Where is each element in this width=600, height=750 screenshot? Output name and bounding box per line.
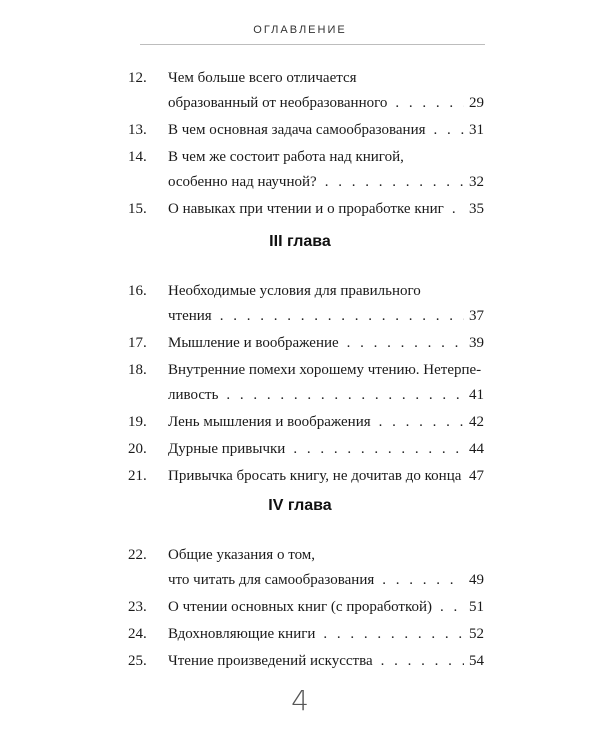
entry-title: Вдохновляющие книги bbox=[168, 626, 316, 642]
entry-number: 13. bbox=[128, 122, 147, 138]
entry-title-continued: что читать для самообразования bbox=[168, 572, 375, 588]
entry-number: 15. bbox=[128, 201, 147, 217]
entry-page: 31 bbox=[469, 122, 484, 138]
header-rule bbox=[140, 44, 485, 45]
leader-dots bbox=[452, 197, 464, 222]
toc-entry[interactable] bbox=[128, 622, 484, 647]
entry-title-continued: чтения bbox=[168, 308, 212, 324]
entry-number: 14. bbox=[128, 149, 147, 165]
leader-dots bbox=[220, 304, 464, 329]
leader-dots bbox=[465, 464, 466, 489]
entry-title: Чем больше всего отличается bbox=[168, 70, 357, 86]
entry-number: 18. bbox=[128, 362, 147, 378]
leader-dots bbox=[293, 437, 464, 462]
leader-dots bbox=[347, 331, 464, 356]
entry-page: 54 bbox=[469, 653, 484, 669]
chapter-heading-3: III глава bbox=[269, 233, 331, 250]
entry-page: 47 bbox=[469, 468, 484, 484]
entry-page: 52 bbox=[469, 626, 484, 642]
entry-title: В чем основная задача самообразования bbox=[168, 122, 426, 138]
entry-page: 39 bbox=[469, 335, 484, 351]
toc-entry[interactable] bbox=[128, 358, 484, 408]
leader-dots bbox=[395, 91, 464, 116]
entry-number: 21. bbox=[128, 468, 147, 484]
entry-title: Дурные привычки bbox=[168, 441, 286, 457]
entry-number: 20. bbox=[128, 441, 147, 457]
leader-dots bbox=[382, 568, 464, 593]
entry-number: 19. bbox=[128, 414, 147, 430]
leader-dots bbox=[434, 118, 464, 143]
toc-entry[interactable] bbox=[128, 197, 484, 222]
entry-page: 37 bbox=[469, 308, 484, 324]
entry-title: Лень мышления и воображения bbox=[168, 414, 371, 430]
entry-number: 12. bbox=[128, 70, 147, 86]
leader-dots bbox=[381, 649, 464, 674]
entry-title: Чтение произведений искусства bbox=[168, 653, 373, 669]
leader-dots bbox=[440, 595, 464, 620]
entry-page: 49 bbox=[469, 572, 484, 588]
entry-page: 35 bbox=[469, 201, 484, 217]
entry-title-continued: образованный от необразованного bbox=[168, 95, 388, 111]
toc-entry[interactable] bbox=[128, 66, 484, 116]
entry-title: Общие указания о том, bbox=[168, 547, 316, 563]
entry-page: 41 bbox=[469, 387, 484, 403]
entry-title: Привычка бросать книгу, не дочитав до конца bbox=[168, 468, 462, 484]
entry-page: 51 bbox=[469, 599, 484, 615]
toc-entry[interactable] bbox=[128, 118, 484, 143]
entry-title: О чтении основных книг (с проработкой) bbox=[168, 599, 433, 615]
toc-section-chapter-3 bbox=[0, 279, 600, 489]
leader-dots bbox=[226, 383, 464, 408]
toc-entry[interactable] bbox=[128, 279, 484, 329]
entry-title: Внутренние помехи хорошему чтению. Нетерпе- bbox=[168, 362, 482, 378]
entry-title: Необходимые условия для правильного bbox=[168, 283, 421, 299]
entry-title: О навыках при чтении и о проработке книг bbox=[168, 201, 444, 217]
entry-number: 16. bbox=[128, 283, 147, 299]
toc-section-chapter-4 bbox=[0, 543, 600, 674]
entry-number: 22. bbox=[128, 547, 147, 563]
leader-dots bbox=[325, 170, 464, 195]
entry-number: 23. bbox=[128, 599, 147, 615]
page-number: 4 bbox=[291, 684, 309, 717]
entry-number: 24. bbox=[128, 626, 147, 642]
toc-entry[interactable] bbox=[128, 145, 484, 195]
toc-section-top bbox=[0, 66, 600, 222]
running-head: ОГЛАВЛЕНИЕ bbox=[253, 24, 347, 36]
toc-entry[interactable] bbox=[128, 331, 484, 356]
toc-entry[interactable] bbox=[128, 464, 484, 489]
entry-title: Мышление и воображение bbox=[168, 335, 339, 351]
toc-entry[interactable] bbox=[128, 410, 484, 435]
leader-dots bbox=[323, 622, 464, 647]
entry-title-continued: ливость bbox=[168, 387, 219, 403]
entry-number: 25. bbox=[128, 653, 147, 669]
entry-page: 29 bbox=[469, 95, 484, 111]
toc-entry[interactable] bbox=[128, 543, 484, 593]
toc-entry[interactable] bbox=[128, 649, 484, 674]
entry-number: 17. bbox=[128, 335, 147, 351]
entry-title: В чем же состоит работа над книгой, bbox=[168, 149, 404, 165]
entry-page: 42 bbox=[469, 414, 484, 430]
chapter-heading-4: IV глава bbox=[268, 497, 332, 514]
entry-page: 44 bbox=[469, 441, 484, 457]
entry-page: 32 bbox=[469, 174, 484, 190]
toc-entry[interactable] bbox=[128, 437, 484, 462]
entry-title-continued: особенно над научной? bbox=[168, 174, 317, 190]
leader-dots bbox=[379, 410, 464, 435]
toc-entry[interactable] bbox=[128, 595, 484, 620]
